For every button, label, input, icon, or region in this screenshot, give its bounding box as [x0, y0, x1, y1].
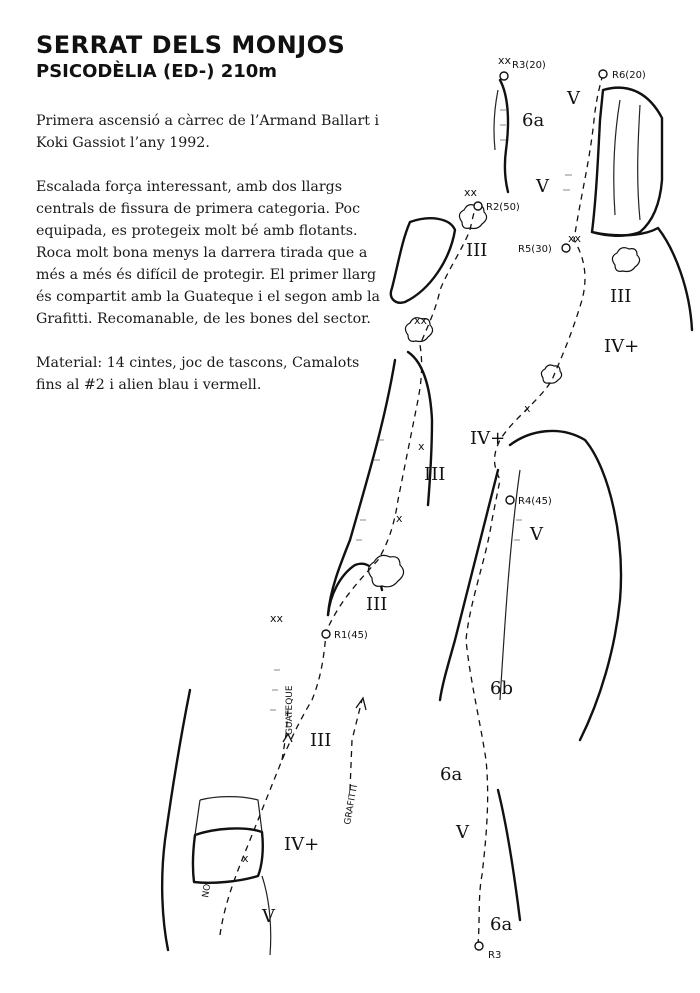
- route-label-grafitti: GRAFITTI: [343, 784, 360, 826]
- bolt-marker-xx: xx: [498, 54, 512, 67]
- bolt-marker-xx: xx: [414, 314, 428, 327]
- grade-6b: 6b: [490, 678, 513, 699]
- route-label-no: NO: [201, 883, 214, 899]
- bolt-marker-x: x: [396, 512, 403, 525]
- bush-icon: [541, 365, 561, 383]
- belay-label-r3-bottom: R3: [488, 950, 502, 961]
- belay-label-r6: R6(20): [612, 70, 646, 81]
- grade-iii: III: [366, 594, 388, 615]
- belay-ring-r5: [562, 244, 570, 252]
- grade-6a: 6a: [490, 914, 513, 935]
- grade-v: V: [536, 176, 549, 197]
- grade-6a: 6a: [522, 110, 545, 131]
- route-subtitle: PSICODÈLIA (ED-) 210m: [36, 61, 278, 82]
- bolt-marker-x: x: [524, 402, 531, 415]
- route-name-labels: [201, 685, 360, 898]
- description-paragraph: Primera ascensió a càrrec de l’Armand Ballart i Koki Gassiot l’any 1992.: [36, 113, 379, 151]
- belay-label-r5: R5(30): [518, 244, 552, 255]
- grade-v: V: [567, 88, 580, 109]
- material-paragraph: Material: 14 cintes, joc de tascons, Camalots fins al #2 i alien blau i vermell.: [36, 355, 360, 393]
- grade-v: V: [530, 524, 543, 545]
- bolt-marker-xx: xx: [270, 612, 284, 625]
- bolt-marker-x: x: [418, 440, 425, 453]
- grade-v: V: [456, 822, 469, 843]
- belay-ring-r4: [506, 496, 514, 504]
- bolt-marker-xx: xx: [464, 186, 478, 199]
- grade-iii: III: [466, 240, 488, 261]
- belay-ring-r3-top: [500, 72, 508, 80]
- belay-ring-r3-bottom: [475, 942, 483, 950]
- belay-label-r1: R1(45): [334, 630, 368, 641]
- grade-6a: 6a: [440, 764, 463, 785]
- grade-iii: III: [610, 286, 632, 307]
- header: [36, 30, 345, 84]
- grade-iv-plus: IV+: [470, 428, 506, 449]
- bush-icon: [612, 248, 639, 272]
- route-description: [36, 110, 386, 418]
- description-paragraph: Escalada força interessant, amb dos llargs centrals de fissura de primera categoria. Poc equipada, es protegeix molt bé amb flotants. Roca molt bona menys la darrera tirada que a més a més és difícil de protegir. El primer llarg és compartit amb la Guateque i el segon amb la Grafitti. Recomanable, de les bones del sector.: [36, 179, 380, 327]
- belay-label-r3-top: R3(20): [512, 60, 546, 71]
- belay-label-r4: R4(45): [518, 496, 552, 507]
- belay-label-r2: R2(50): [486, 202, 520, 213]
- bushes: [368, 205, 639, 587]
- grade-iii: III: [310, 730, 332, 751]
- grade-v: V: [262, 906, 275, 927]
- grade-iv-plus: IV+: [604, 336, 640, 357]
- belay-ring-r1: [322, 630, 330, 638]
- bush-icon: [368, 555, 403, 586]
- grade-iv-plus: IV+: [284, 834, 320, 855]
- route-label-guateque: GUATEQUE: [285, 685, 295, 735]
- grade-iii: III: [424, 464, 446, 485]
- bolt-marker-xx: xx: [568, 232, 582, 245]
- belay-ring-r2: [474, 202, 482, 210]
- bolt-marker-x: x: [242, 852, 249, 865]
- belay-ring-r6: [599, 70, 607, 78]
- page-title: SERRAT DELS MONJOS: [36, 31, 346, 59]
